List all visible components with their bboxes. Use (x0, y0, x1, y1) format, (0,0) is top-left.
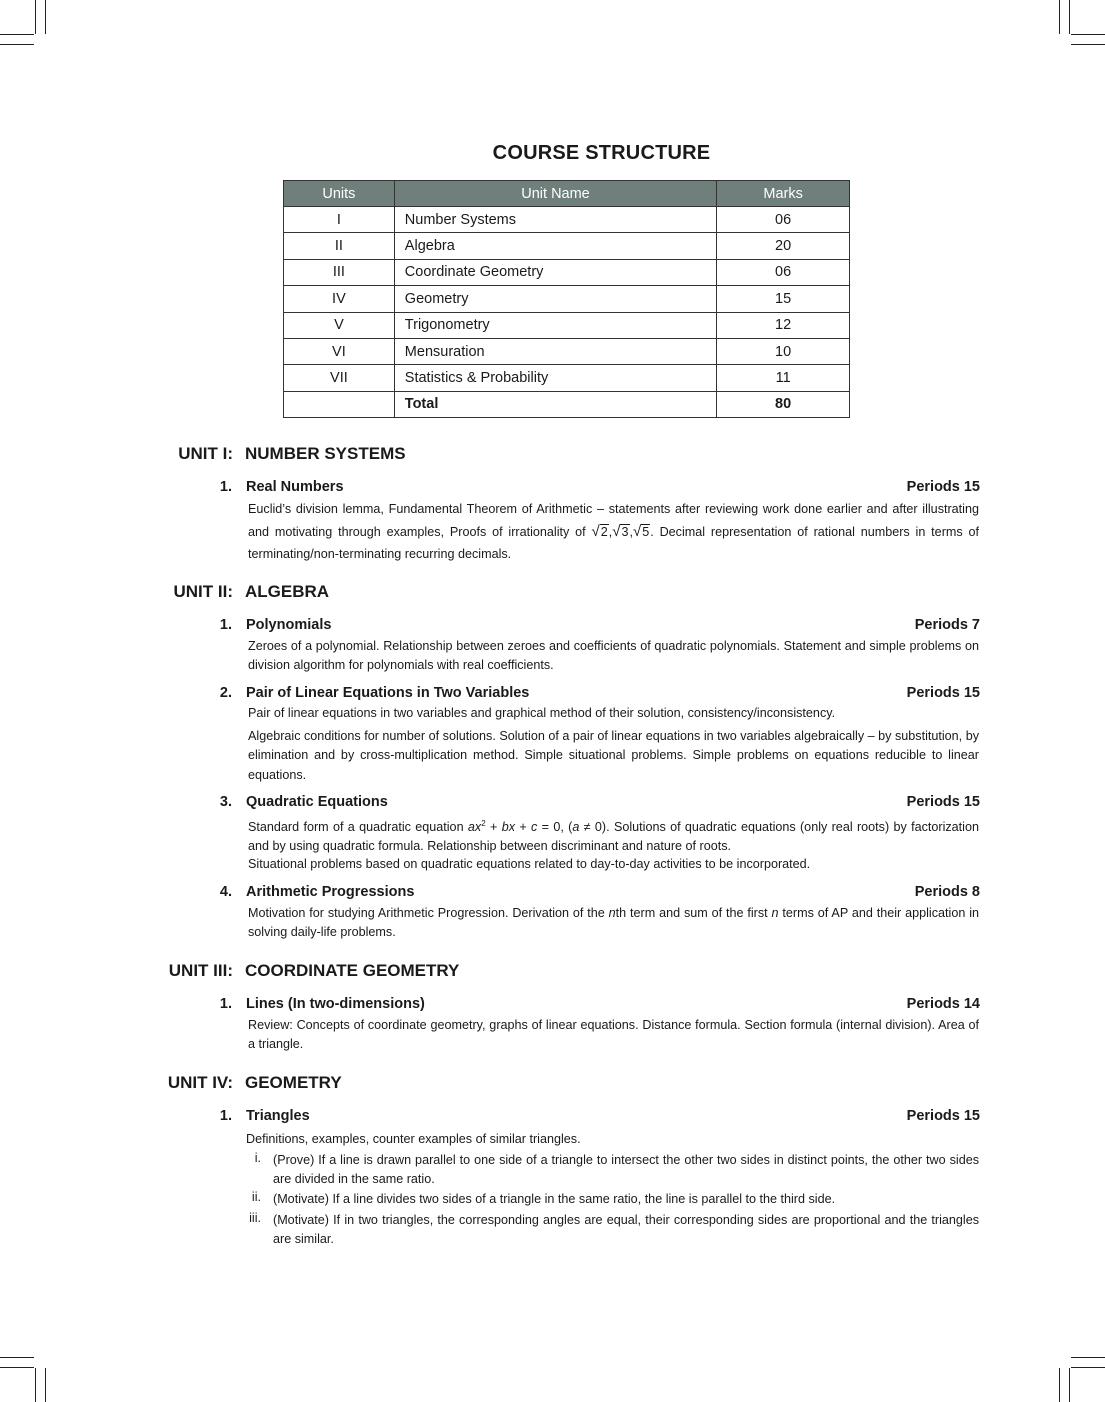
topic-number: 3. (219, 794, 232, 810)
topic-number: 4. (219, 884, 232, 900)
topic-description (248, 814, 979, 857)
cell-marks: 06 (717, 207, 850, 233)
cell-unit (284, 391, 395, 417)
topic-description: Definitions, examples, counter examples of similar triangles. (246, 1132, 581, 1146)
topic-periods: Periods 7 (914, 617, 980, 633)
topic-real-numbers (200, 479, 980, 499)
text-segment: . Solutions of quadratic equations (only real roots) by factorization and by using quadratic formula. Relationship between discriminant and nature of roots. (248, 820, 979, 854)
text-segment: Euclid’s division lemma, Fundamental Theorem of Arithmetic – statements after reviewing work done earlier and after illustrating and motivating through examples, Proofs of irrationality of (248, 502, 979, 539)
cell-unit-name: Coordinate Geometry (394, 259, 716, 285)
text-segment: ≠ 0) (579, 820, 607, 835)
unit-name: ALGEBRA (245, 582, 330, 601)
topic-name: Triangles (246, 1108, 310, 1124)
math-var: n (771, 906, 779, 920)
topic-description: Review: Concepts of coordinate geometry, graphs of linear equations. Distance formula. Section formula (internal division). Area of a triangle. (248, 1018, 979, 1052)
topic-name: Arithmetic Progressions (246, 884, 415, 900)
text-segment: th term and sum of the first (615, 906, 772, 920)
cell-unit: I (284, 207, 395, 233)
header-units: Units (284, 181, 395, 207)
header-unit-name: Unit Name (394, 181, 716, 207)
unit-label: UNIT III: (168, 961, 233, 980)
topic-quadratic-equations (200, 794, 980, 814)
list-item-number: i. (254, 1151, 261, 1165)
topic-name: Polynomials (246, 617, 332, 633)
math-var: a (572, 820, 580, 835)
header-marks: Marks (717, 181, 850, 207)
table-row (284, 286, 850, 312)
cell-marks: 20 (717, 233, 850, 259)
cell-unit: III (284, 259, 395, 285)
cell-unit-name: Statistics & Probability (394, 365, 716, 391)
text-segment: terms of AP and their application in solving daily-life problems. (248, 906, 979, 940)
table-row (284, 233, 850, 259)
cell-marks: 10 (717, 338, 850, 364)
unit-label: UNIT II: (173, 582, 233, 601)
topic-polynomials (200, 617, 980, 637)
topic-periods: Periods 15 (906, 479, 980, 495)
topic-description (248, 904, 979, 943)
topic-name: Quadratic Equations (246, 794, 388, 810)
unit-name: GEOMETRY (245, 1073, 342, 1092)
cell-marks: 06 (717, 259, 850, 285)
topic-name: Lines (In two-dimensions) (246, 996, 425, 1012)
sqrt-3-expression (612, 522, 629, 540)
table-header-row (284, 181, 850, 207)
topic-name: Real Numbers (246, 479, 344, 495)
table-row (284, 207, 850, 233)
cell-unit-name: Number Systems (394, 207, 716, 233)
topic-number: 1. (219, 617, 232, 633)
topic-periods: Periods 15 (906, 1108, 980, 1124)
radicand: 5 (642, 524, 650, 539)
text-segment: + (485, 820, 502, 835)
unit-name: NUMBER SYSTEMS (245, 444, 406, 463)
cell-unit-name: Trigonometry (394, 312, 716, 338)
math-var: ax (467, 820, 482, 835)
topic-description: Pair of linear equations in two variables and graphical method of their solution, consistency/inconsistency. (248, 706, 836, 720)
cell-total-marks: 80 (717, 391, 850, 417)
radical-icon: √ (612, 522, 621, 540)
unit-name: COORDINATE GEOMETRY (245, 961, 460, 980)
cell-total-label: Total (394, 391, 716, 417)
list-item: (Motivate) If in two triangles, the corresponding angles are equal, their corresponding sides are proportional and the triangles are similar. (273, 1213, 979, 1247)
radical-icon: √ (591, 522, 600, 540)
cell-unit-name: Mensuration (394, 338, 716, 364)
topic-lines (200, 996, 980, 1016)
unit-label: UNIT I: (178, 444, 233, 463)
math-exponent: 2 (481, 819, 486, 828)
topic-triangles (200, 1108, 980, 1128)
radicand: 3 (621, 524, 629, 539)
cell-unit-name: Algebra (394, 233, 716, 259)
cell-unit-name: Geometry (394, 286, 716, 312)
topic-periods: Periods 15 (906, 794, 980, 810)
topic-name: Pair of Linear Equations in Two Variables (246, 685, 530, 701)
topic-number: 1. (219, 1108, 232, 1124)
table-row (284, 312, 850, 338)
topic-number: 1. (219, 479, 232, 495)
math-var: bx (501, 820, 515, 835)
course-structure-table (283, 180, 850, 418)
radical-icon: √ (633, 522, 642, 540)
text-segment: = 0, ( (537, 820, 573, 835)
page-title: COURSE STRUCTURE (492, 142, 711, 164)
text-segment: Motivation for studying Arithmetic Progression. Derivation of the (248, 906, 609, 920)
unit-label: UNIT IV: (167, 1073, 233, 1092)
topic-arithmetic-progressions (200, 884, 980, 904)
cell-unit: II (284, 233, 395, 259)
topic-linear-equations (200, 685, 980, 705)
table-total-row (284, 391, 850, 417)
cell-marks: 15 (717, 286, 850, 312)
radicand: 2 (600, 524, 608, 539)
table-row (284, 338, 850, 364)
cell-marks: 11 (717, 365, 850, 391)
cell-unit: IV (284, 286, 395, 312)
math-var: c (531, 820, 538, 835)
sqrt-2-expression (591, 522, 609, 540)
text-segment: + (515, 820, 532, 835)
topic-periods: Periods 14 (906, 996, 980, 1012)
text-segment: . Decimal representation of rational numbers in terms of terminating/non-terminating recurring decimals. (248, 524, 980, 561)
cell-unit: V (284, 312, 395, 338)
table-row (284, 365, 850, 391)
table-row (284, 259, 850, 285)
list-item-number: ii. (251, 1190, 261, 1204)
list-item: (Motivate) If a line divides two sides of a triangle in the same ratio, the line is parallel to the third side. (273, 1192, 836, 1206)
topic-description: Algebraic conditions for number of solutions. Solution of a pair of linear equations in two variables algebraically – by substitution, by elimination and by cross-multiplication method. Simple situational problems. Simple problems on equations reducible to linear equations. (248, 729, 979, 782)
topic-periods: Periods 8 (914, 884, 980, 900)
sqrt-5-expression (633, 522, 650, 540)
cell-marks: 12 (717, 312, 850, 338)
cell-unit: VII (284, 365, 395, 391)
topic-description: Situational problems based on quadratic equations related to day-to-day activities to be incorporated. (248, 857, 811, 871)
text-segment: Standard form of a quadratic equation (248, 820, 468, 835)
topic-number: 1. (219, 996, 232, 1012)
topic-periods: Periods 15 (906, 685, 980, 701)
list-item: (Prove) If a line is drawn parallel to one side of a triangle to intersect the other two sides in distinct points, the other two sides are divided in the same ratio. (273, 1153, 979, 1187)
cell-unit: VI (284, 338, 395, 364)
topic-description: Euclid’s division lemma, Fundamental Theorem of Arithmetic – statements after reviewing work done earlier and after illustrating and motivating through examples, Proofs of irrationality of √2,√3,√5. Decimal representation of rational numbers in terms of terminating/non-terminating recurring decimals. (248, 502, 980, 561)
topic-number: 2. (219, 685, 232, 701)
math-var: n (608, 906, 616, 920)
topic-description: Zeroes of a polynomial. Relationship between zeroes and coefficients of quadratic polynomials. Statement and simple problems on division algorithm for polynomials with real coefficients. (248, 639, 979, 673)
list-item-number: iii. (249, 1211, 261, 1225)
